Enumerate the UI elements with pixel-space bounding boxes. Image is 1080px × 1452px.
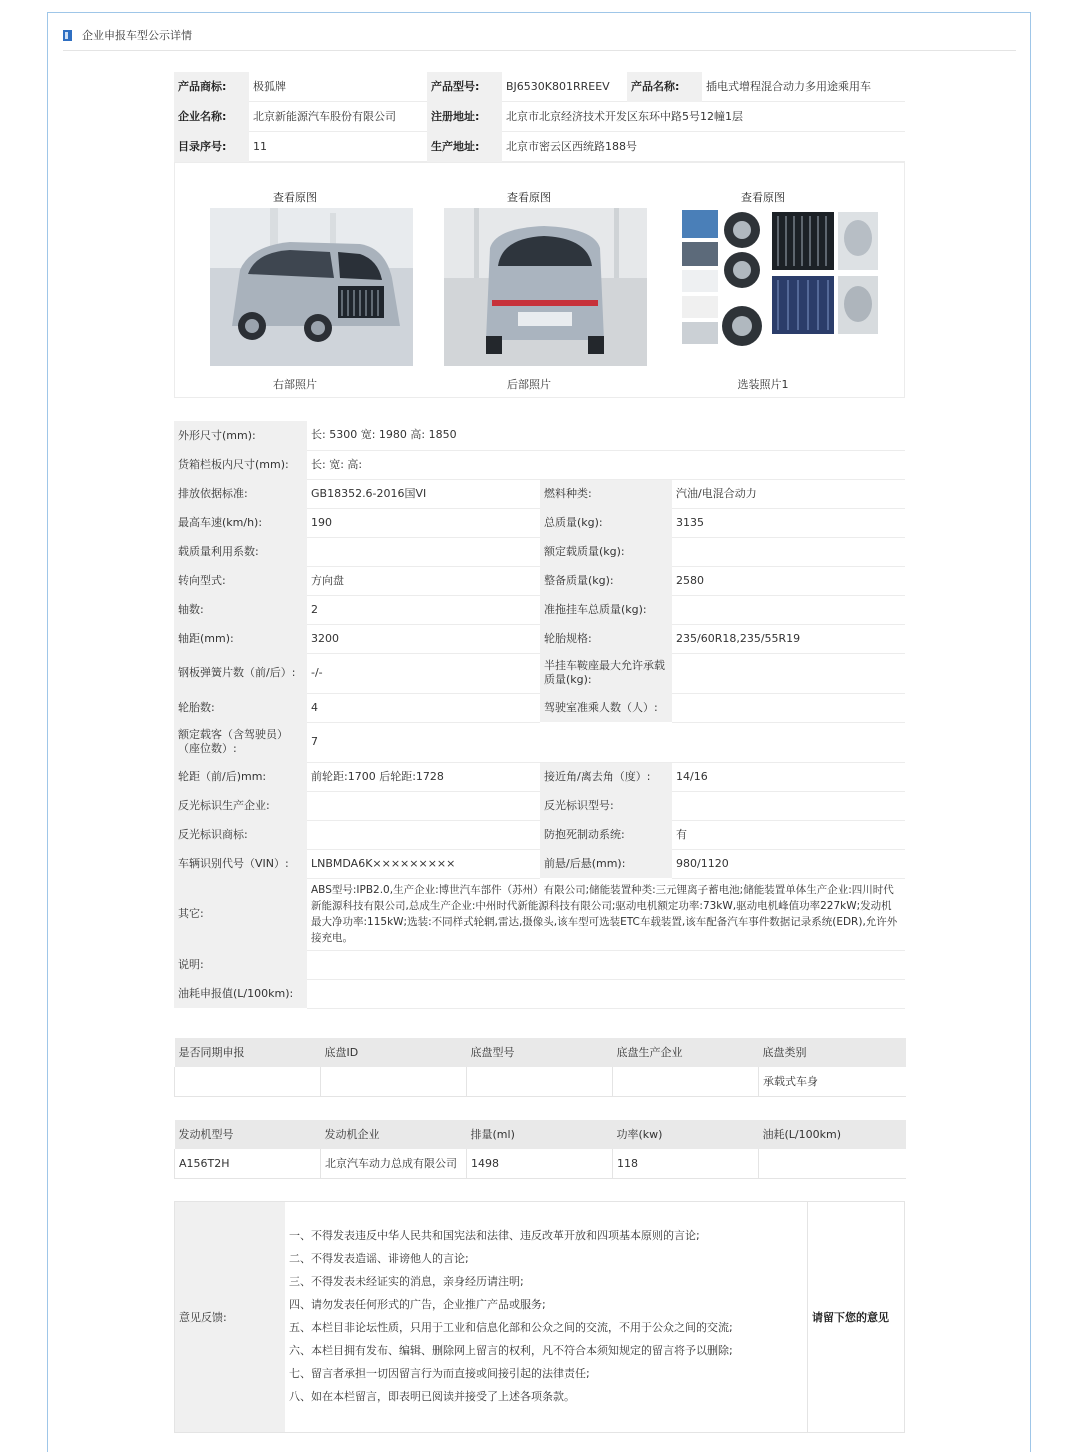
page-header [63,26,192,44]
rated-load-value [672,537,905,566]
speed-value: 190 [307,508,540,537]
rule-item: 五、本栏目非论坛性质，只用于工业和信息化部和公众之间的交流，不用于公众之间的交流; [289,1321,733,1334]
overhang-label: 前悬/后悬(mm): [540,849,672,878]
rule-item: 四、请勿发表任何形式的广告，企业推广产品或服务; [289,1298,546,1311]
fuelcons-value [307,979,905,1008]
cargo-value: 长: 宽: 高: [307,450,905,479]
product-name-label: 产品名称: [627,72,702,102]
tyre-label: 轮胎规格: [540,624,672,653]
tyres-label: 轮胎数: [174,693,307,722]
header-divider [63,50,1016,51]
dims-value: 长: 5300 宽: 1980 高: 1850 [307,421,905,450]
engine-cell: 1498 [467,1149,613,1179]
dims-label: 外形尺寸(mm): [174,421,307,450]
right-side-photo[interactable] [210,208,413,366]
steer-value: 方向盘 [307,566,540,595]
page-title: 企业申报车型公示详情 [82,29,192,42]
seats-value: 7 [307,722,905,762]
chassis-header: 底盘生产企业 [613,1038,759,1067]
feedback-label: 意见反馈: [175,1202,285,1432]
vin-label: 车辆识别代号（VIN）: [174,849,307,878]
company-label: 企业名称: [174,102,249,132]
saddle-value [672,653,905,693]
chassis-cell [467,1067,613,1097]
spring-label: 钢板弹簧片数（前/后）: [174,653,307,693]
chassis-table [174,1038,906,1097]
chassis-cell: 承载式车身 [759,1067,906,1097]
model-value: BJ6530K801RREEV [502,72,627,102]
track-label: 轮距（前/后)mm: [174,762,307,791]
tyre-value: 235/60R18,235/55R19 [672,624,905,653]
engine-header: 功率(kw) [613,1120,759,1149]
cab-label: 驾驶室准乘人数（人）: [540,693,672,722]
gross-value: 3135 [672,508,905,537]
trailer-value [672,595,905,624]
engine-cell: 北京汽车动力总成有限公司 [321,1149,467,1179]
speed-label: 最高车速(km/h): [174,508,307,537]
axles-value: 2 [307,595,540,624]
refl-maker-value [307,791,540,820]
curb-label: 整备质量(kg): [540,566,672,595]
abs-label: 防抱死制动系统: [540,820,672,849]
prod-address-label: 生产地址: [427,132,502,162]
product-name-value: 插电式增程混合动力多用途乘用车 [702,72,905,102]
rear-photo[interactable] [444,208,647,366]
rated-load-label: 额定载质量(kg): [540,537,672,566]
rule-item: 三、不得发表未经证实的消息，亲身经历请注明; [289,1275,524,1288]
catalog-value: 11 [249,132,427,162]
rule-item: 一、不得发表违反中华人民共和国宪法和法律、违反改革开放和四项基本原则的言论; [289,1229,700,1242]
fuel-label: 燃料种类: [540,479,672,508]
spring-value: -/- [307,653,540,693]
photo-caption: 选装照片1 [737,378,789,391]
note-value [307,950,905,979]
curb-value: 2580 [672,566,905,595]
util-label: 载质量利用系数: [174,537,307,566]
wheelbase-value: 3200 [307,624,540,653]
engine-cell: A156T2H [175,1149,321,1179]
rule-item: 二、不得发表造谣、诽谤他人的言论; [289,1252,469,1265]
cargo-label: 货箱栏板内尺寸(mm): [174,450,307,479]
overhang-value: 980/1120 [672,849,905,878]
fuel-value: 汽油/电混合动力 [672,479,905,508]
refl-brand-value [307,820,540,849]
photo-caption: 后部照片 [507,378,551,391]
view-original-link[interactable]: 查看原图 [741,191,785,204]
saddle-label: 半挂车鞍座最大允许承载质量(kg): [540,653,672,693]
model-label: 产品型号: [427,72,502,102]
feedback-rules [285,1202,808,1432]
view-original-link[interactable]: 查看原图 [507,191,551,204]
photo-optional [643,163,883,399]
chassis-cell [321,1067,467,1097]
seats-label: 额定载客（含驾驶员）（座位数）: [174,722,307,762]
fuelcons-label: 油耗申报值(L/100km): [174,979,307,1008]
engine-cell [759,1149,906,1179]
gross-label: 总质量(kg): [540,508,672,537]
basic-info-table [174,72,905,162]
engine-table [174,1120,906,1179]
chassis-header: 是否同期申报 [175,1038,321,1067]
chassis-header: 底盘型号 [467,1038,613,1067]
emission-value: GB18352.6-2016国VI [307,479,540,508]
engine-cell: 118 [613,1149,759,1179]
catalog-label: 目录序号: [174,132,249,162]
photo-panel [174,162,905,398]
photo-right [175,163,415,399]
trailer-label: 准拖挂车总质量(kg): [540,595,672,624]
refl-maker-label: 反光标识生产企业: [174,791,307,820]
optional-photo[interactable] [678,208,881,366]
feedback-section [174,1201,905,1433]
engine-header: 发动机型号 [175,1120,321,1149]
prod-address-value: 北京市密云区西统路188号 [502,132,905,162]
vin-value: LNBMDA6K××××××××× [307,849,540,878]
note-label: 说明: [174,950,307,979]
angle-label: 接近角/离去角（度）: [540,762,672,791]
company-value: 北京新能源汽车股份有限公司 [249,102,427,132]
engine-header: 排量(ml) [467,1120,613,1149]
rule-item: 六、本栏目拥有发布、编辑、删除网上留言的权利，凡不符合本须知规定的留言将予以删除; [289,1344,733,1357]
angle-value: 14/16 [672,762,905,791]
other-value: ABS型号:IPB2.0,生产企业:博世汽车部件（苏州）有限公司;储能装置种类:三元锂离子蓄电池;储能装置单体生产企业:四川时代新能源科技有限公司,总成生产企业:中州时代新能源科技有限公司;驱动电机额定功率:73kW,驱动电机峰值功率227kW;发动机最大净功率:115kW;选装:不同样式轮辋,雷达,摄像头,该车型可选装ETC车载装置,该车配备汽车事件数据记录系统(EDR),允许外接充电。 [307,878,905,950]
axles-label: 轴数: [174,595,307,624]
brand-label: 产品商标: [174,72,249,102]
rule-item: 八、如在本栏留言，即表明已阅读并接受了上述各项条款。 [289,1390,575,1403]
document-icon [63,30,72,41]
engine-header: 发动机企业 [321,1120,467,1149]
reg-address-label: 注册地址: [427,102,502,132]
track-value: 前轮距:1700 后轮距:1728 [307,762,540,791]
photo-rear [409,163,649,399]
refl-brand-label: 反光标识商标: [174,820,307,849]
photo-caption: 右部照片 [273,378,317,391]
refl-model-label: 反光标识型号: [540,791,672,820]
chassis-header: 底盘ID [321,1038,467,1067]
wheelbase-label: 轴距(mm): [174,624,307,653]
chassis-cell [175,1067,321,1097]
refl-model-value [672,791,905,820]
chassis-header: 底盘类别 [759,1038,906,1067]
reg-address-value: 北京市北京经济技术开发区东环中路5号12幢1层 [502,102,905,132]
other-label: 其它: [174,878,307,950]
engine-header: 油耗(L/100km) [759,1120,906,1149]
cab-value [672,693,905,722]
leave-comment-button[interactable]: 请留下您的意见 [812,1311,889,1324]
rule-item: 七、留言者承担一切因留言行为而直接或间接引起的法律责任; [289,1367,590,1380]
emission-label: 排放依据标准: [174,479,307,508]
steer-label: 转向型式: [174,566,307,595]
abs-value: 有 [672,820,905,849]
spec-table [174,421,905,1009]
tyres-value: 4 [307,693,540,722]
util-value [307,537,540,566]
view-original-link[interactable]: 查看原图 [273,191,317,204]
chassis-cell [613,1067,759,1097]
brand-value: 极狐牌 [249,72,427,102]
